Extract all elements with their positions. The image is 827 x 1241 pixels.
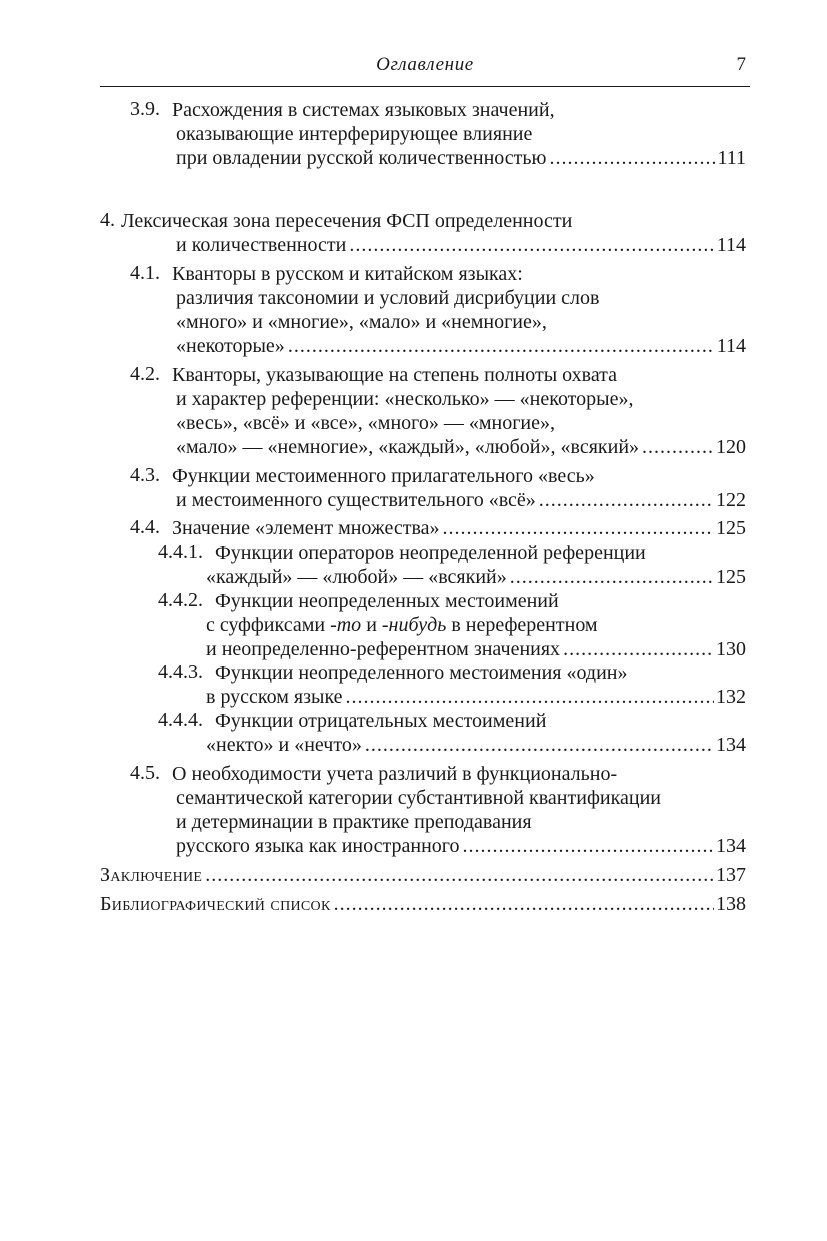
entry-number: 4.3.: [130, 464, 160, 486]
entry-text-line: и местоименного существительного «всё»: [176, 489, 536, 511]
entry-page-number: 114: [716, 335, 746, 357]
dot-leader: [510, 565, 714, 589]
entry-text-line: в русском языке: [206, 686, 343, 708]
entry-last-line: [176, 435, 746, 459]
dot-leader: [346, 685, 714, 709]
header-rule: [100, 86, 750, 87]
entry-last-line: [206, 733, 746, 757]
entry-page-number: 134: [716, 734, 746, 756]
entry-text-line: О необходимости учета различий в функционально-: [172, 763, 618, 785]
dot-leader: [365, 733, 714, 757]
entry-text-line: Функции неопределенного местоимения «один»: [215, 662, 628, 684]
entry-number: 4.4.2.: [158, 589, 203, 611]
entry-text-line: Заключение: [100, 864, 203, 886]
entry-last-line: [172, 516, 746, 540]
entry-last-line: [206, 685, 746, 709]
entry-text-line: «каждый» — «любой» — «всякий»: [206, 566, 507, 588]
entry-last-line: [176, 834, 746, 858]
entry-number: 3.9.: [130, 98, 160, 120]
entry-text-line: Лексическая зона пересечения ФСП определенности: [121, 210, 573, 232]
entry-text-line: «много» и «многие», «мало» и «немногие»,: [176, 311, 547, 333]
page-number: 7: [736, 54, 746, 75]
entry-number: 4.4.3.: [158, 661, 203, 683]
entry-page-number: 125: [716, 517, 746, 539]
entry-page-number: 125: [716, 566, 746, 588]
dot-leader: [563, 637, 714, 661]
dot-leader: [334, 892, 714, 916]
entry-text-line: и характер референции: «несколько» — «некоторые»,: [176, 388, 634, 410]
dot-leader: [443, 516, 714, 540]
entry-text-line: «весь», «всё» и «все», «много» — «многие»,: [176, 412, 556, 434]
entry-text-line: русского языка как иностранного: [176, 835, 460, 857]
entry-page-number: 111: [717, 147, 746, 169]
suffix-to: -то: [330, 614, 362, 636]
entry-text-line: Функции местоименного прилагательного «весь»: [172, 465, 595, 487]
running-head-title: Оглавление: [376, 54, 474, 75]
entry-text-line: и детерминации в практике преподавания: [176, 811, 532, 833]
dot-leader: [205, 863, 714, 887]
entry-number: 4.: [100, 209, 115, 231]
entry-page-number: 137: [716, 864, 746, 886]
entry-last-line: [206, 637, 746, 661]
dot-leader: [549, 146, 715, 170]
entry-page-number: 114: [716, 234, 746, 256]
entry-text-line: и неопределенно-референтном значениях: [206, 638, 561, 660]
dot-leader: [642, 435, 714, 459]
entry-number: 4.4.1.: [158, 541, 203, 563]
entry-page-number: 130: [716, 638, 746, 660]
entry-text-line: [206, 613, 598, 637]
entry-text-line: Функции неопределенных местоимений: [215, 590, 559, 612]
entry-number: 4.4.: [130, 516, 160, 538]
entry-last-line: [176, 146, 746, 170]
entry-number: 4.5.: [130, 762, 160, 784]
dot-leader: [463, 834, 715, 858]
entry-number: 4.1.: [130, 262, 160, 284]
text-run: в нереферентном: [446, 614, 598, 636]
entry-page-number: 132: [716, 686, 746, 708]
entry-text-line: «некоторые»: [176, 335, 285, 357]
entry-text-line: Функции отрицательных местоимений: [215, 710, 547, 732]
entry-text-line: «мало» — «немногие», «каждый», «любой», «всякий»: [176, 436, 640, 458]
entry-number: 4.4.4.: [158, 709, 203, 731]
entry-page-number: 134: [716, 835, 746, 857]
entry-text-line: семантической категории субстантивной квантификации: [176, 787, 661, 809]
entry-text-line: Кванторы в русском и китайском языках:: [172, 263, 523, 285]
entry-text-line: «некто» и «нечто»: [206, 734, 362, 756]
entry-page-number: 122: [716, 489, 746, 511]
entry-text-line: Кванторы, указывающие на степень полноты охвата: [172, 364, 618, 386]
entry-text-line: при овладении русской количественностью: [176, 147, 547, 169]
entry-text-line: Расхождения в системах языковых значений,: [172, 99, 555, 121]
text-run: и: [361, 614, 382, 636]
entry-page-number: 120: [716, 436, 746, 458]
entry-text-line: и количественности: [176, 234, 347, 256]
entry-text-line: различия таксономии и условий дисрибуции слов: [176, 287, 600, 309]
text-run: с суффиксами: [206, 614, 331, 636]
entry-text-line: Значение «элемент множества»: [172, 517, 440, 539]
entry-last-line: [176, 488, 746, 512]
suffix-nibud: -нибудь: [381, 614, 447, 636]
entry-text-line: Функции операторов неопределенной референции: [215, 542, 646, 564]
dot-leader: [288, 334, 715, 358]
dot-leader: [539, 488, 714, 512]
entry-page-number: 138: [716, 893, 746, 915]
entry-number: 4.2.: [130, 363, 160, 385]
running-head: [100, 54, 750, 80]
entry-text-line: оказывающие интерферирующее влияние: [176, 123, 533, 145]
entry-last-line: [206, 565, 746, 589]
entry-text-line: Библиографический список: [100, 893, 331, 915]
entry-last-line: [100, 892, 746, 916]
entry-last-line: [176, 334, 746, 358]
dot-leader: [349, 233, 714, 257]
entry-last-line: [100, 863, 746, 887]
entry-last-line: [176, 233, 746, 257]
